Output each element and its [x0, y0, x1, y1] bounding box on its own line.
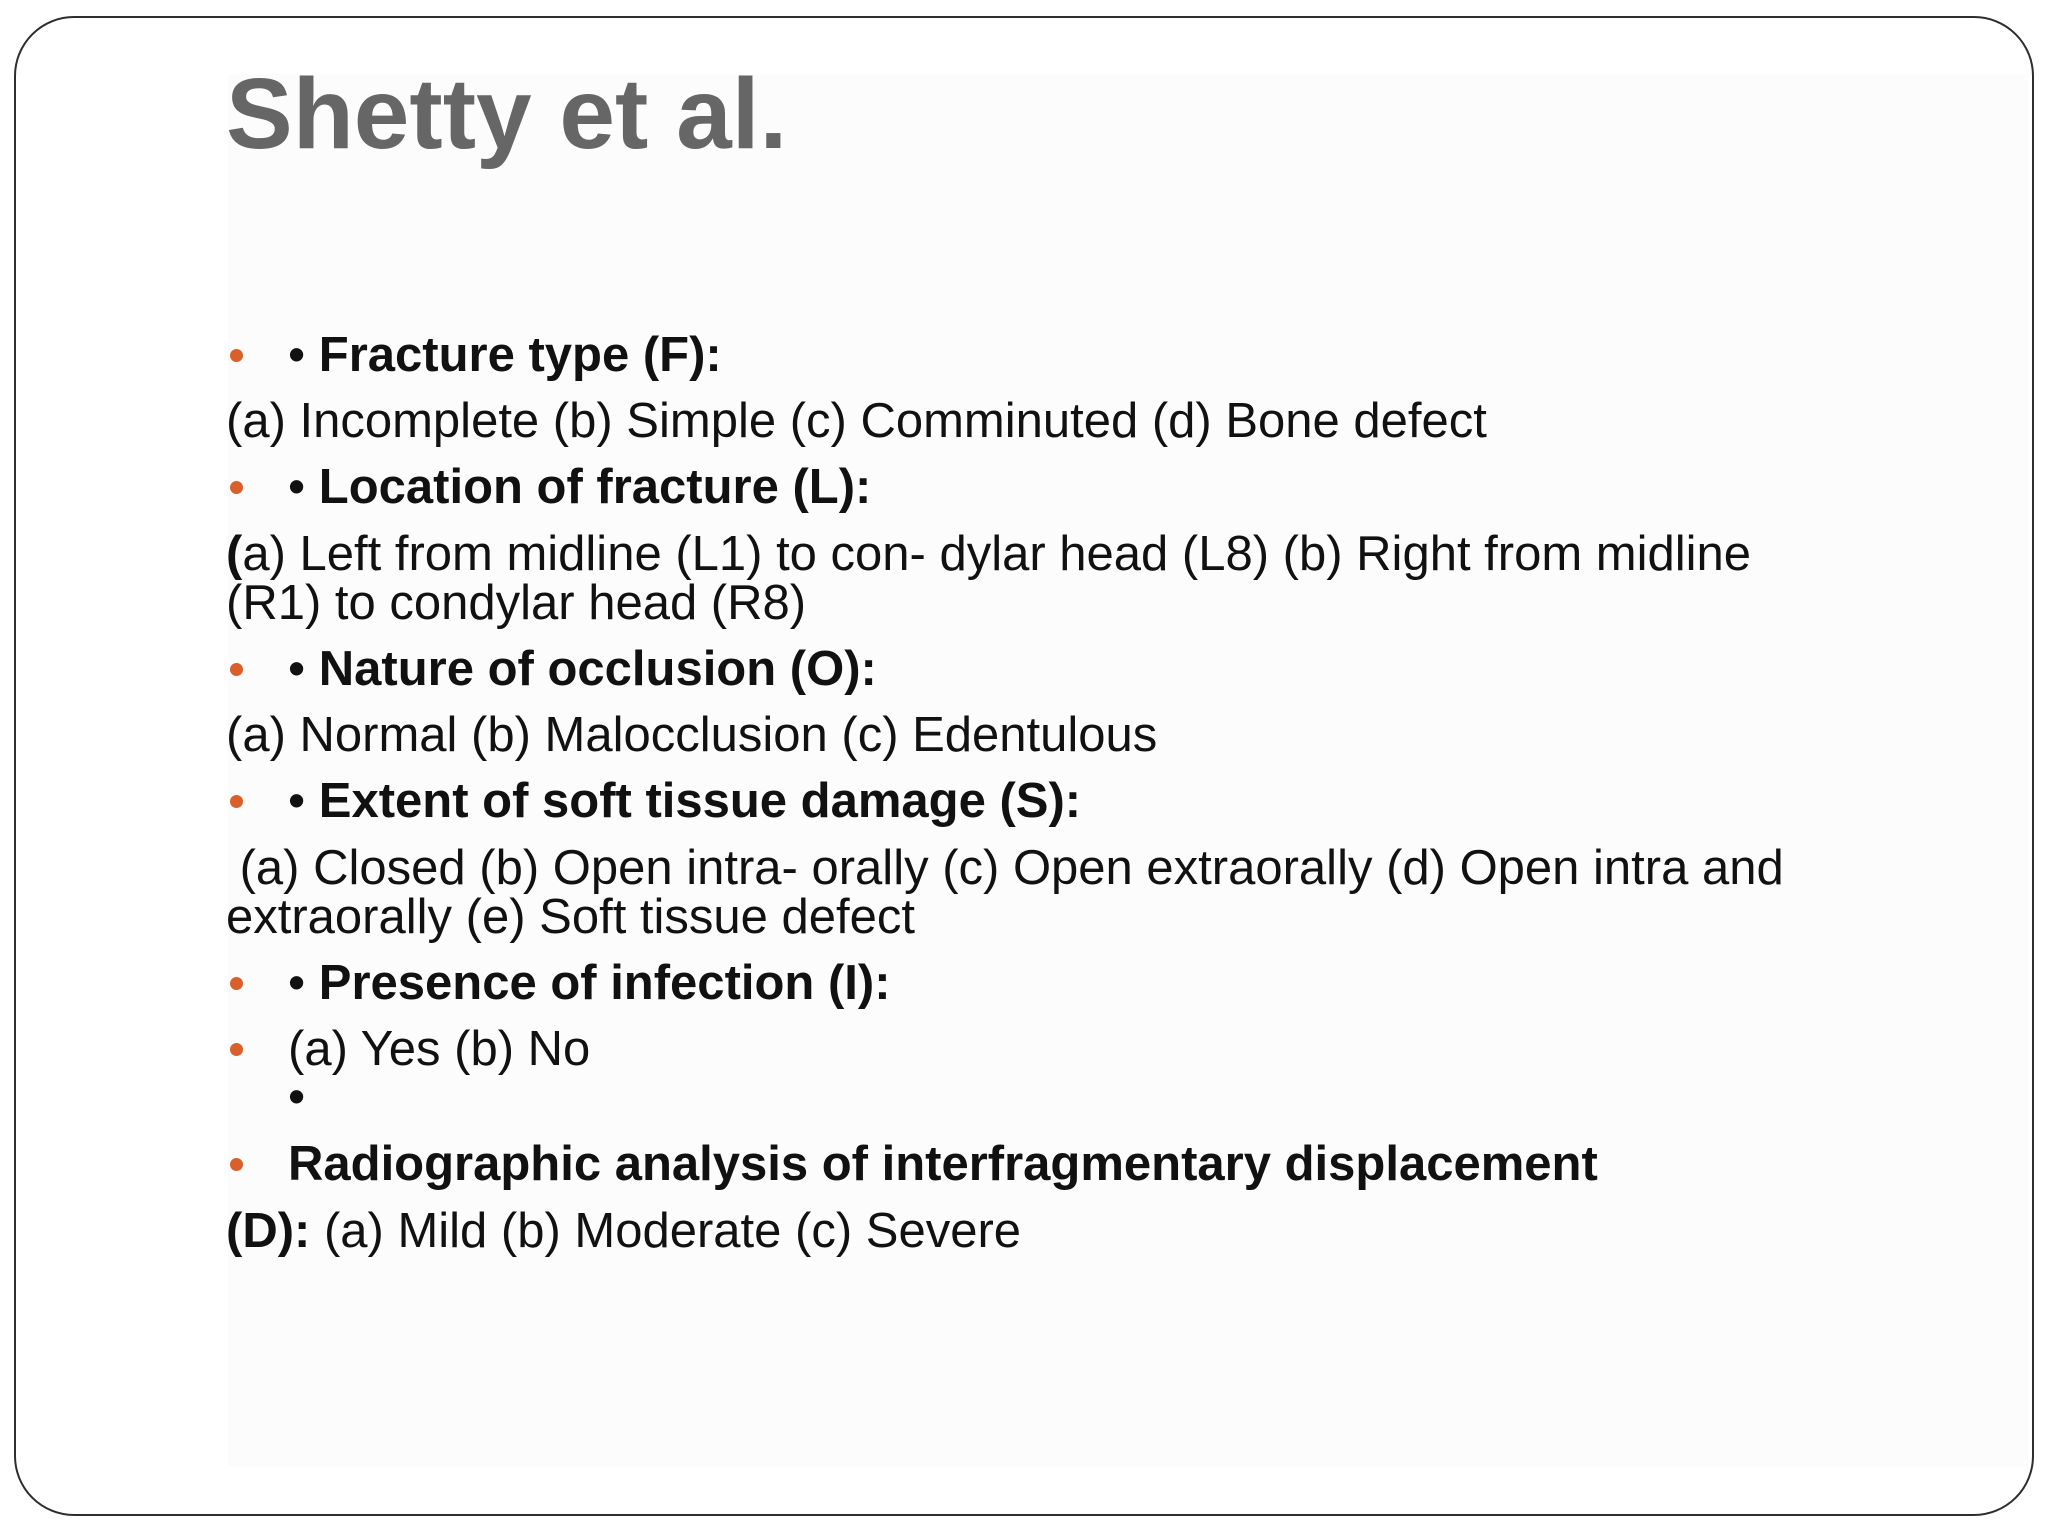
heading-text: Presence of infection (I):	[318, 956, 891, 1010]
infection-trailing-bullet: •	[288, 1070, 306, 1124]
item-heading-location	[288, 462, 871, 512]
heading-text: Extent of soft tissue damage (S):	[318, 774, 1082, 828]
item-heading-soft-tissue	[288, 776, 1081, 826]
inline-bullet: •	[288, 460, 306, 514]
displacement-heading-cont: (D):	[226, 1204, 311, 1258]
location-options-text: a) Left from midline (L1) to con- dylar head (L8) (b) Right from midline	[242, 527, 1752, 581]
occlusion-options: (a) Normal (b) Malocclusion (c) Edentulous	[226, 708, 1158, 762]
displacement-options: (a) Mild (b) Moderate (c) Severe	[310, 1204, 1022, 1258]
soft-tissue-options-line-2: extraorally (e) Soft tissue defect	[226, 890, 916, 944]
bullet-dot-icon	[230, 1043, 243, 1056]
bullet-dot-icon	[230, 481, 243, 494]
location-open-paren: (	[226, 527, 243, 581]
inline-bullet: •	[288, 956, 306, 1010]
inline-bullet: •	[288, 774, 306, 828]
heading-text: Location of fracture (L):	[318, 460, 872, 514]
inline-bullet: •	[288, 642, 306, 696]
item-heading-infection	[288, 958, 891, 1008]
slide-title: Shetty et al.	[226, 58, 788, 170]
displacement-options-line	[226, 1206, 1021, 1256]
bullet-dot-icon	[230, 977, 243, 990]
soft-tissue-options-line-1: (a) Closed (b) Open intra- orally (c) Open extraorally (d) Open intra and	[226, 841, 1784, 895]
item-heading-occlusion	[288, 644, 877, 694]
item-heading-displacement: Radiographic analysis of interfragmentary displacement	[288, 1137, 1598, 1191]
inline-bullet: •	[288, 328, 306, 382]
heading-text: Nature of occlusion (O):	[318, 642, 877, 696]
bullet-dot-icon	[230, 1158, 243, 1171]
item-heading-fracture-type	[288, 330, 722, 380]
bullet-dot-icon	[230, 795, 243, 808]
bullet-dot-icon	[230, 349, 243, 362]
infection-options: (a) Yes (b) No	[288, 1022, 591, 1076]
location-options-line-1	[226, 529, 1751, 579]
fracture-type-options: (a) Incomplete (b) Simple (c) Comminuted (d) Bone defect	[226, 394, 1487, 448]
location-options-line-2: (R1) to condylar head (R8)	[226, 576, 807, 630]
heading-text: Fracture type (F):	[318, 328, 722, 382]
bullet-dot-icon	[230, 663, 243, 676]
